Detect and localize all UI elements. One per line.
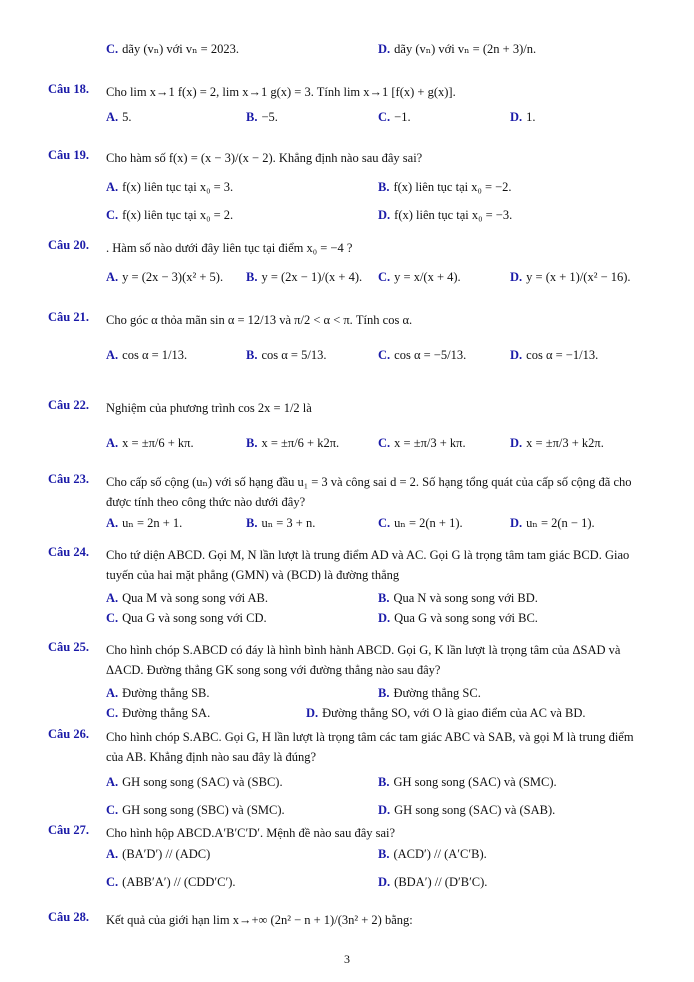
option-c[interactable]: C. cos α = −5/13. bbox=[378, 348, 467, 362]
question-number: Câu 24. bbox=[48, 545, 89, 559]
question-number: Câu 19. bbox=[48, 148, 89, 162]
option-b[interactable]: B. f(x) liên tục tại x₀ = −2. bbox=[378, 180, 512, 194]
question-stem: Cho hàm số f(x) = (x − 3)/(x − 2). Khẳng định nào sau đây sai? bbox=[106, 151, 423, 165]
question-21 bbox=[48, 310, 648, 368]
option-b[interactable]: B. y = (2x − 1)/(x + 4). bbox=[246, 270, 363, 284]
question-22 bbox=[48, 398, 648, 456]
option-a[interactable]: A. y = (2x − 3)(x² + 5). bbox=[106, 270, 224, 284]
question-stem: Cho hình chóp S.ABCD có đáy là hình bình hành ABCD. Gọi G, K lần lượt là trọng tâm của ΔSAD và ΔACD. Đường thẳng GK song song với đường thẳng nào sau đây? bbox=[106, 643, 621, 677]
question-27 bbox=[48, 823, 648, 895]
question-number: Câu 22. bbox=[48, 398, 89, 412]
option-b[interactable]: B. cos α = 5/13. bbox=[246, 348, 327, 362]
option-b[interactable]: B. Đường thẳng SC. bbox=[378, 686, 481, 700]
option-d[interactable]: D. uₙ = 2(n − 1). bbox=[510, 516, 595, 530]
option-b[interactable]: B. uₙ = 3 + n. bbox=[246, 516, 316, 530]
option-d[interactable]: D. 1. bbox=[510, 110, 536, 124]
option-c[interactable]: C. uₙ = 2(n + 1). bbox=[378, 516, 463, 530]
option-a[interactable]: A. f(x) liên tục tại x₀ = 3. bbox=[106, 180, 234, 194]
option-a[interactable]: A. cos α = 1/13. bbox=[106, 348, 188, 362]
option-c[interactable]: C. y = x/(x + 4). bbox=[378, 270, 461, 284]
question-26 bbox=[48, 727, 648, 823]
question-stem: Cho cấp số cộng (uₙ) với số hạng đầu u₁ = 3 và công sai d = 2. Số hạng tổng quát của cấp số cộng đã cho được tính theo công thức nào dưới đây? bbox=[106, 475, 632, 509]
question-19 bbox=[48, 148, 648, 228]
option-a[interactable]: A. x = ±π/6 + kπ. bbox=[106, 436, 194, 450]
carryover-options bbox=[48, 38, 648, 62]
question-number: Câu 20. bbox=[48, 238, 89, 252]
option-c[interactable]: C. −1. bbox=[378, 110, 411, 124]
option-a[interactable]: A. uₙ = 2n + 1. bbox=[106, 516, 183, 530]
option-a[interactable]: A. Đường thẳng SB. bbox=[106, 686, 210, 700]
option-b[interactable]: B. GH song song (SAC) và (SMC). bbox=[378, 775, 557, 789]
option-d[interactable]: D. y = (x + 1)/(x² − 16). bbox=[510, 270, 631, 284]
question-25 bbox=[48, 640, 648, 722]
option-b[interactable]: B. −5. bbox=[246, 110, 278, 124]
question-28 bbox=[48, 910, 648, 930]
question-stem: . Hàm số nào dưới đây liên tục tại điểm x₀ = −4 ? bbox=[106, 241, 353, 255]
page-number: 3 bbox=[344, 952, 350, 966]
question-20 bbox=[48, 238, 648, 290]
question-stem: Cho lim x→1 f(x) = 2, lim x→1 g(x) = 3. Tính lim x→1 [f(x) + g(x)]. bbox=[106, 85, 456, 99]
option-c[interactable]: C. (ABB′A′) // (CDD′C′). bbox=[106, 875, 236, 889]
question-18 bbox=[48, 82, 648, 130]
option-b[interactable]: B. (ACD′) // (A′C′B). bbox=[378, 847, 487, 861]
question-stem: Cho hình chóp S.ABC. Gọi G, H lần lượt là trọng tâm các tam giác ABC và SAB, và gọi M là trung điểm của AB. Khẳng định nào sau đây là đúng? bbox=[106, 730, 634, 764]
option-d[interactable]: D. dãy (vₙ) với vₙ = (2n + 3)/n. bbox=[378, 42, 537, 56]
option-c[interactable]: C. f(x) liên tục tại x₀ = 2. bbox=[106, 208, 234, 222]
option-d[interactable]: D. Qua G và song song với BC. bbox=[378, 611, 538, 625]
option-c[interactable]: C. x = ±π/3 + kπ. bbox=[378, 436, 466, 450]
option-a[interactable]: A. 5. bbox=[106, 110, 132, 124]
option-d[interactable]: D. Đường thẳng SO, với O là giao điểm của AC và BD. bbox=[306, 706, 586, 720]
option-d[interactable]: D. x = ±π/3 + k2π. bbox=[510, 436, 604, 450]
option-a[interactable]: A. GH song song (SAC) và (SBC). bbox=[106, 775, 283, 789]
option-c[interactable]: C. Qua G và song song với CD. bbox=[106, 611, 267, 625]
option-a[interactable]: A. (BA′D′) // (ADC) bbox=[106, 847, 211, 861]
option-c[interactable]: C. GH song song (SBC) và (SMC). bbox=[106, 803, 285, 817]
question-number: Câu 21. bbox=[48, 310, 89, 324]
option-b[interactable]: B. Qua N và song song với BD. bbox=[378, 591, 538, 605]
question-number: Câu 23. bbox=[48, 472, 89, 486]
option-d[interactable]: D. GH song song (SAC) và (SAB). bbox=[378, 803, 556, 817]
option-b[interactable]: B. x = ±π/6 + k2π. bbox=[246, 436, 340, 450]
question-24 bbox=[48, 545, 648, 627]
option-c[interactable]: C. dãy (vₙ) với vₙ = 2023. bbox=[106, 42, 239, 56]
option-d[interactable]: D. f(x) liên tục tại x₀ = −3. bbox=[378, 208, 513, 222]
question-stem: Kết quả của giới hạn lim x→+∞ (2n² − n + 1)/(3n² + 2) bằng: bbox=[106, 913, 413, 927]
question-number: Câu 28. bbox=[48, 910, 89, 924]
option-a[interactable]: A. Qua M và song song với AB. bbox=[106, 591, 269, 605]
question-number: Câu 26. bbox=[48, 727, 89, 741]
question-number: Câu 27. bbox=[48, 823, 89, 837]
option-d[interactable]: D. (BDA′) // (D′B′C). bbox=[378, 875, 488, 889]
option-c[interactable]: C. Đường thẳng SA. bbox=[106, 706, 211, 720]
question-23 bbox=[48, 472, 648, 536]
option-d[interactable]: D. cos α = −1/13. bbox=[510, 348, 599, 362]
question-stem: Cho hình hộp ABCD.A′B′C′D′. Mệnh đề nào sau đây sai? bbox=[106, 826, 396, 840]
question-stem: Cho góc α thỏa mãn sin α = 12/13 và π/2 < α < π. Tính cos α. bbox=[106, 313, 413, 327]
question-stem: Nghiệm của phương trình cos 2x = 1/2 là bbox=[106, 401, 312, 415]
question-number: Câu 25. bbox=[48, 640, 89, 654]
question-stem: Cho tứ diện ABCD. Gọi M, N lần lượt là trung điểm AD và AC. Gọi G là trọng tâm tam giác BCD. Giao tuyến của hai mặt phẳng (GMN) và (BCD) là đường thẳng bbox=[106, 548, 630, 582]
question-number: Câu 18. bbox=[48, 82, 89, 96]
